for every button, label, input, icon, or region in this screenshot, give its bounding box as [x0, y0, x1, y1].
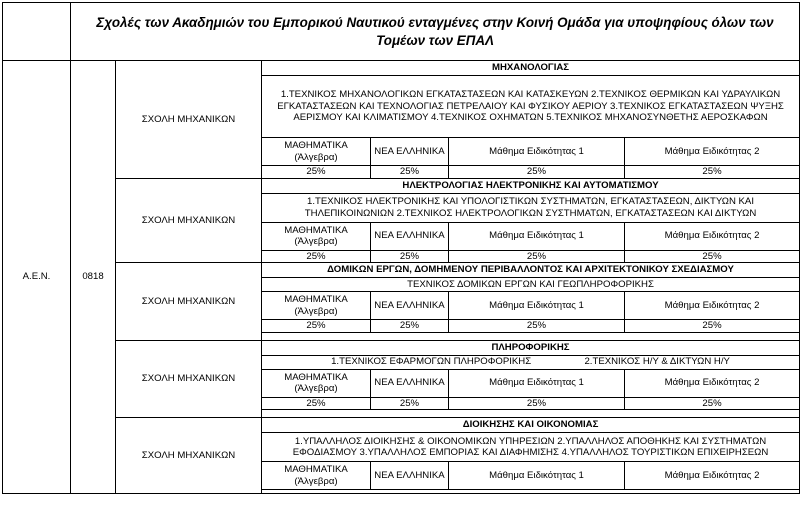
weight-greek: 25%: [371, 397, 449, 410]
page-title: Σχολές των Ακαδημιών του Εμπορικού Ναυτικού ενταγμένες στην Κοινή Ομάδα για υποψηφίους όλων των Τομέων των ΕΠΑΛ: [71, 3, 800, 61]
school-cell: ΣΧΟΛΗ ΜΗΧΑΝΙΚΩΝ: [116, 418, 262, 494]
subject-specialty-1: Μάθημα Ειδικότητας 1: [449, 292, 625, 320]
specialties-cell: 1.ΤΕΧΝΙΚΟΣ ΜΗΧΑΝΟΛΟΓΙΚΩΝ ΕΓΚΑΤΑΣΤΑΣΕΩΝ ΚΑΙ ΚΑΤΑΣΚΕΥΩΝ 2.ΤΕΧΝΙΚΟΣ ΘΕΡΜΙΚΩΝ ΚΑΙ ΥΔΡΑΥΛΙΚΩΝ ΕΓΚΑΤΑΣΤΑΣΕΩΝ ΚΑΙ ΤΕΧΝΟΛΟΓΙΑΣ ΠΕΤΡΕΛΑΙΟΥ ΚΑΙ ΦΥΣΙΚΟΥ ΑΕΡΙΟΥ 3.ΤΕΧΝΙΚΟΣ ΕΓΚΑΤΑΣΤΑΣΕΩΝ ΨΥΞΗΣ ΑΕΡΙΣΜΟΥ ΚΑΙ ΚΛΙΜΑΤΙΣΜΟΥ 4.ΤΕΧΝΙΚΟΣ ΟΧΗΜΑΤΩΝ 5.ΤΕΧΝΙΚΟΣ ΜΗΧΑΝΟΣΥΝΘΕΤΗΣ ΑΕΡΟΣΚΑΦΩΝ: [262, 76, 800, 138]
subject-math: ΜΑΘΗΜΑΤΙΚΑ (Άλγεβρα): [262, 138, 371, 166]
subject-greek: ΝΕΑ ΕΛΛΗΝΙΚΑ: [371, 222, 449, 250]
subject-math: ΜΑΘΗΜΑΤΙΚΑ (Άλγεβρα): [262, 462, 371, 490]
subject-specialty-1: Μάθημα Ειδικότητας 1: [449, 138, 625, 166]
weight-specialty-1: 25%: [449, 250, 625, 263]
weight-math: 25%: [262, 166, 371, 179]
institution-cell: Α.Ε.Ν.: [3, 61, 71, 494]
sector-heading: ΜΗΧΑΝΟΛΟΓΙΑΣ: [262, 61, 800, 76]
code-cell: 0818: [71, 61, 116, 494]
sector-heading: ΔΙΟΙΚΗΣΗΣ ΚΑΙ ΟΙΚΟΝΟΜΙΑΣ: [262, 418, 800, 433]
sector-heading: ΔΟΜΙΚΩΝ ΕΡΓΩΝ, ΔΟΜΗΜΕΝΟΥ ΠΕΡΙΒΑΛΛΟΝΤΟΣ ΚΑΙ ΑΡΧΙΤΕΚΤΟΝΙΚΟΥ ΣΧΕΔΙΑΣΜΟΥ: [262, 263, 800, 278]
sector-heading: ΠΛΗΡΟΦΟΡΙΚΗΣ: [262, 340, 800, 355]
weight-greek: 25%: [371, 166, 449, 179]
subject-specialty-2: Μάθημα Ειδικότητας 2: [625, 369, 800, 397]
specialties-cell: 1.ΤΕΧΝΙΚΟΣ ΗΛΕΚΤΡΟΝΙΚΗΣ ΚΑΙ ΥΠΟΛΟΓΙΣΤΙΚΩΝ ΣΥΣΤΗΜΑΤΩΝ, ΕΓΚΑΤΑΣΤΑΣΕΩΝ, ΔΙΚΤΥΩΝ ΚΑΙ ΤΗΛΕΠΙΚΟΙΝΩΝΙΩΝ 2.ΤΕΧΝΙΚΟΣ ΗΛΕΚΤΡΟΛΟΓΙΚΩΝ ΣΥΣΤΗΜΑΤΩΝ, ΕΓΚΑΤΑΣΤΑΣΕΩΝ ΚΑΙ ΔΙΚΤΥΩΝ: [262, 193, 800, 222]
weight-specialty-2: 25%: [625, 397, 800, 410]
weight-math: 25%: [262, 320, 371, 333]
weight-specialty-2: 25%: [625, 250, 800, 263]
subject-specialty-1: Μάθημα Ειδικότητας 1: [449, 222, 625, 250]
school-cell: ΣΧΟΛΗ ΜΗΧΑΝΙΚΩΝ: [116, 340, 262, 418]
school-cell: ΣΧΟΛΗ ΜΗΧΑΝΙΚΩΝ: [116, 61, 262, 179]
sector-row: [3, 418, 800, 433]
weight-math: 25%: [262, 250, 371, 263]
subject-specialty-1: Μάθημα Ειδικότητας 1: [449, 462, 625, 490]
subject-greek: ΝΕΑ ΕΛΛΗΝΙΚΑ: [371, 369, 449, 397]
weight-specialty-2: 25%: [625, 166, 800, 179]
subject-greek: ΝΕΑ ΕΛΛΗΝΙΚΑ: [371, 462, 449, 490]
subject-specialty-2: Μάθημα Ειδικότητας 2: [625, 138, 800, 166]
weight-specialty-1: 25%: [449, 397, 625, 410]
weight-specialty-1: 25%: [449, 320, 625, 333]
subject-specialty-2: Μάθημα Ειδικότητας 2: [625, 292, 800, 320]
empty-cell: [262, 332, 800, 340]
specialties-cell: ΤΕΧΝΙΚΟΣ ΔΟΜΙΚΩΝ ΕΡΓΩΝ ΚΑΙ ΓΕΩΠΛΗΡΟΦΟΡΙΚΗΣ: [262, 278, 800, 292]
sector-heading: ΗΛΕΚΤΡΟΛΟΓΙΑΣ ΗΛΕΚΤΡΟΝΙΚΗΣ ΚΑΙ ΑΥΤΟΜΑΤΙΣΜΟΥ: [262, 178, 800, 193]
weight-specialty-2: 25%: [625, 320, 800, 333]
corner-cell: [3, 3, 71, 61]
subject-specialty-2: Μάθημα Ειδικότητας 2: [625, 462, 800, 490]
subject-greek: ΝΕΑ ΕΛΛΗΝΙΚΑ: [371, 292, 449, 320]
weight-greek: 25%: [371, 250, 449, 263]
school-cell: ΣΧΟΛΗ ΜΗΧΑΝΙΚΩΝ: [116, 178, 262, 263]
subject-math: ΜΑΘΗΜΑΤΙΚΑ (Άλγεβρα): [262, 369, 371, 397]
specialties-cell: 1.ΤΕΧΝΙΚΟΣ ΕΦΑΡΜΟΓΩΝ ΠΛΗΡΟΦΟΡΙΚΗΣ 2.ΤΕΧΝΙΚΟΣ Η/Υ & ΔΙΚΤΥΩΝ Η/Υ: [262, 355, 800, 369]
school-cell: ΣΧΟΛΗ ΜΗΧΑΝΙΚΩΝ: [116, 263, 262, 341]
subject-specialty-1: Μάθημα Ειδικότητας 1: [449, 369, 625, 397]
empty-cell: [262, 490, 800, 494]
weight-math: 25%: [262, 397, 371, 410]
subject-math: ΜΑΘΗΜΑΤΙΚΑ (Άλγεβρα): [262, 292, 371, 320]
sector-row: [3, 61, 800, 76]
subject-greek: ΝΕΑ ΕΛΛΗΝΙΚΑ: [371, 138, 449, 166]
empty-cell: [262, 410, 800, 418]
sector-row: [3, 178, 800, 193]
sector-row: [3, 340, 800, 355]
subject-math: ΜΑΘΗΜΑΤΙΚΑ (Άλγεβρα): [262, 222, 371, 250]
weight-greek: 25%: [371, 320, 449, 333]
title-row: [3, 3, 800, 61]
schools-table: [2, 2, 800, 494]
specialties-cell: 1.ΥΠΑΛΛΗΛΟΣ ΔΙΟΙΚΗΣΗΣ & ΟΙΚΟΝΟΜΙΚΩΝ ΥΠΗΡΕΣΙΩΝ 2.ΥΠΑΛΛΗΛΟΣ ΑΠΟΘΗΚΗΣ ΚΑΙ ΣΥΣΤΗΜΑΤΩΝ ΕΦΟΔΙΑΣΜΟΥ 3.ΥΠΑΛΛΗΛΟΣ ΕΜΠΟΡΙΑΣ ΚΑΙ ΔΙΑΦΗΜΙΣΗΣ 4.ΥΠΑΛΛΗΛΟΣ ΤΟΥΡΙΣΤΙΚΩΝ ΕΠΙΧΕΙΡΗΣΕΩΝ: [262, 433, 800, 462]
sector-row: [3, 263, 800, 278]
weight-specialty-1: 25%: [449, 166, 625, 179]
subject-specialty-2: Μάθημα Ειδικότητας 2: [625, 222, 800, 250]
